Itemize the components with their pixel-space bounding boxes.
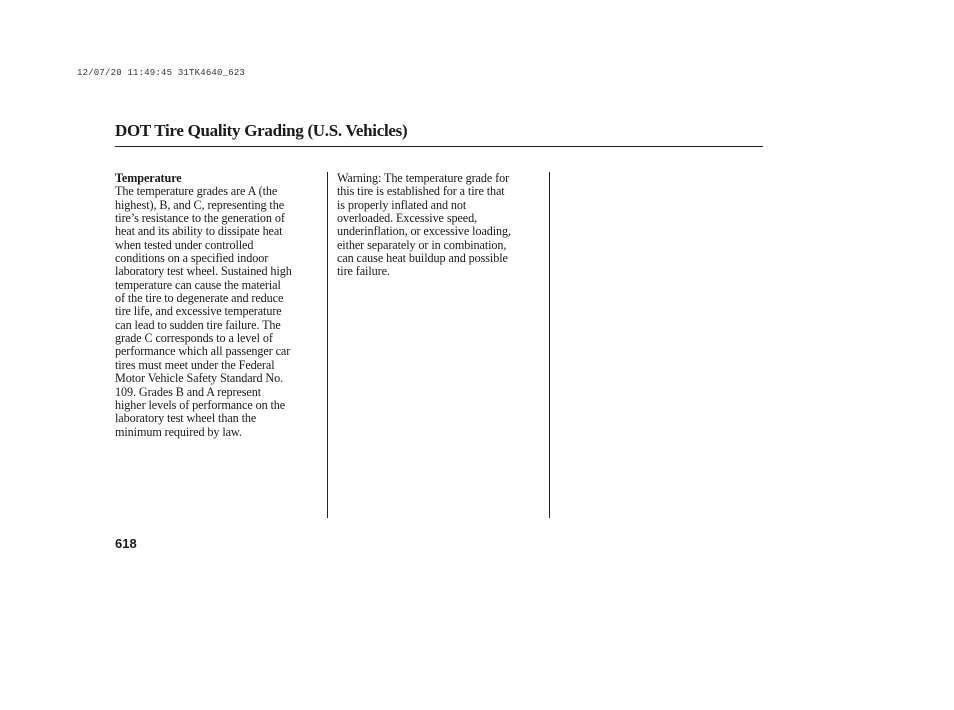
body-line: minimum required by law. bbox=[115, 424, 242, 439]
body-line: higher levels of performance on the bbox=[115, 397, 286, 412]
body-line: performance which all passenger car bbox=[115, 344, 291, 359]
warning-line: is properly inflated and not bbox=[337, 197, 467, 212]
column-temperature bbox=[115, 172, 321, 439]
column-divider bbox=[549, 172, 550, 518]
body-line: can lead to sudden tire failure. The bbox=[115, 317, 281, 332]
page-number: 618 bbox=[115, 536, 137, 551]
body-line: laboratory test wheel than the bbox=[115, 411, 257, 426]
warning-line: this tire is established for a tire that bbox=[337, 184, 505, 199]
warning-line: overloaded. Excessive speed, bbox=[337, 211, 478, 226]
section-title: DOT Tire Quality Grading (U.S. Vehicles) bbox=[115, 121, 408, 140]
warning-line: underinflation, or excessive loading, bbox=[337, 224, 511, 239]
print-timestamp: 12/07/20 11:49:45 31TK4640_623 bbox=[77, 68, 246, 78]
body-line: 109. Grades B and A represent bbox=[115, 384, 262, 399]
body-line: grade C corresponds to a level of bbox=[115, 331, 273, 346]
warning-line: tire failure. bbox=[337, 264, 390, 279]
body-line: heat and its ability to dissipate heat bbox=[115, 224, 283, 239]
warning-line: Warning: The temperature grade for bbox=[337, 171, 510, 185]
body-line: tire life, and excessive temperature bbox=[115, 304, 282, 319]
body-line: highest), B, and C, representing the bbox=[115, 197, 285, 212]
title-underline-divider bbox=[115, 146, 763, 147]
body-line: when tested under controlled bbox=[115, 237, 254, 252]
temperature-heading: Temperature bbox=[115, 171, 182, 185]
body-line: Motor Vehicle Safety Standard No. bbox=[115, 371, 284, 386]
warning-line: can cause heat buildup and possible bbox=[337, 251, 508, 266]
body-line: laboratory test wheel. Sustained high bbox=[115, 264, 292, 279]
body-line: tires must meet under the Federal bbox=[115, 357, 275, 372]
body-line: of the tire to degenerate and reduce bbox=[115, 291, 284, 306]
body-line: tire’s resistance to the generation of bbox=[115, 211, 285, 226]
column-warning bbox=[337, 172, 543, 279]
body-line: temperature can cause the material bbox=[115, 277, 281, 292]
column-divider bbox=[327, 172, 328, 518]
body-line: The temperature grades are A (the bbox=[115, 184, 278, 199]
warning-line: either separately or in combination, bbox=[337, 237, 507, 252]
body-line: conditions on a specified indoor bbox=[115, 251, 269, 266]
